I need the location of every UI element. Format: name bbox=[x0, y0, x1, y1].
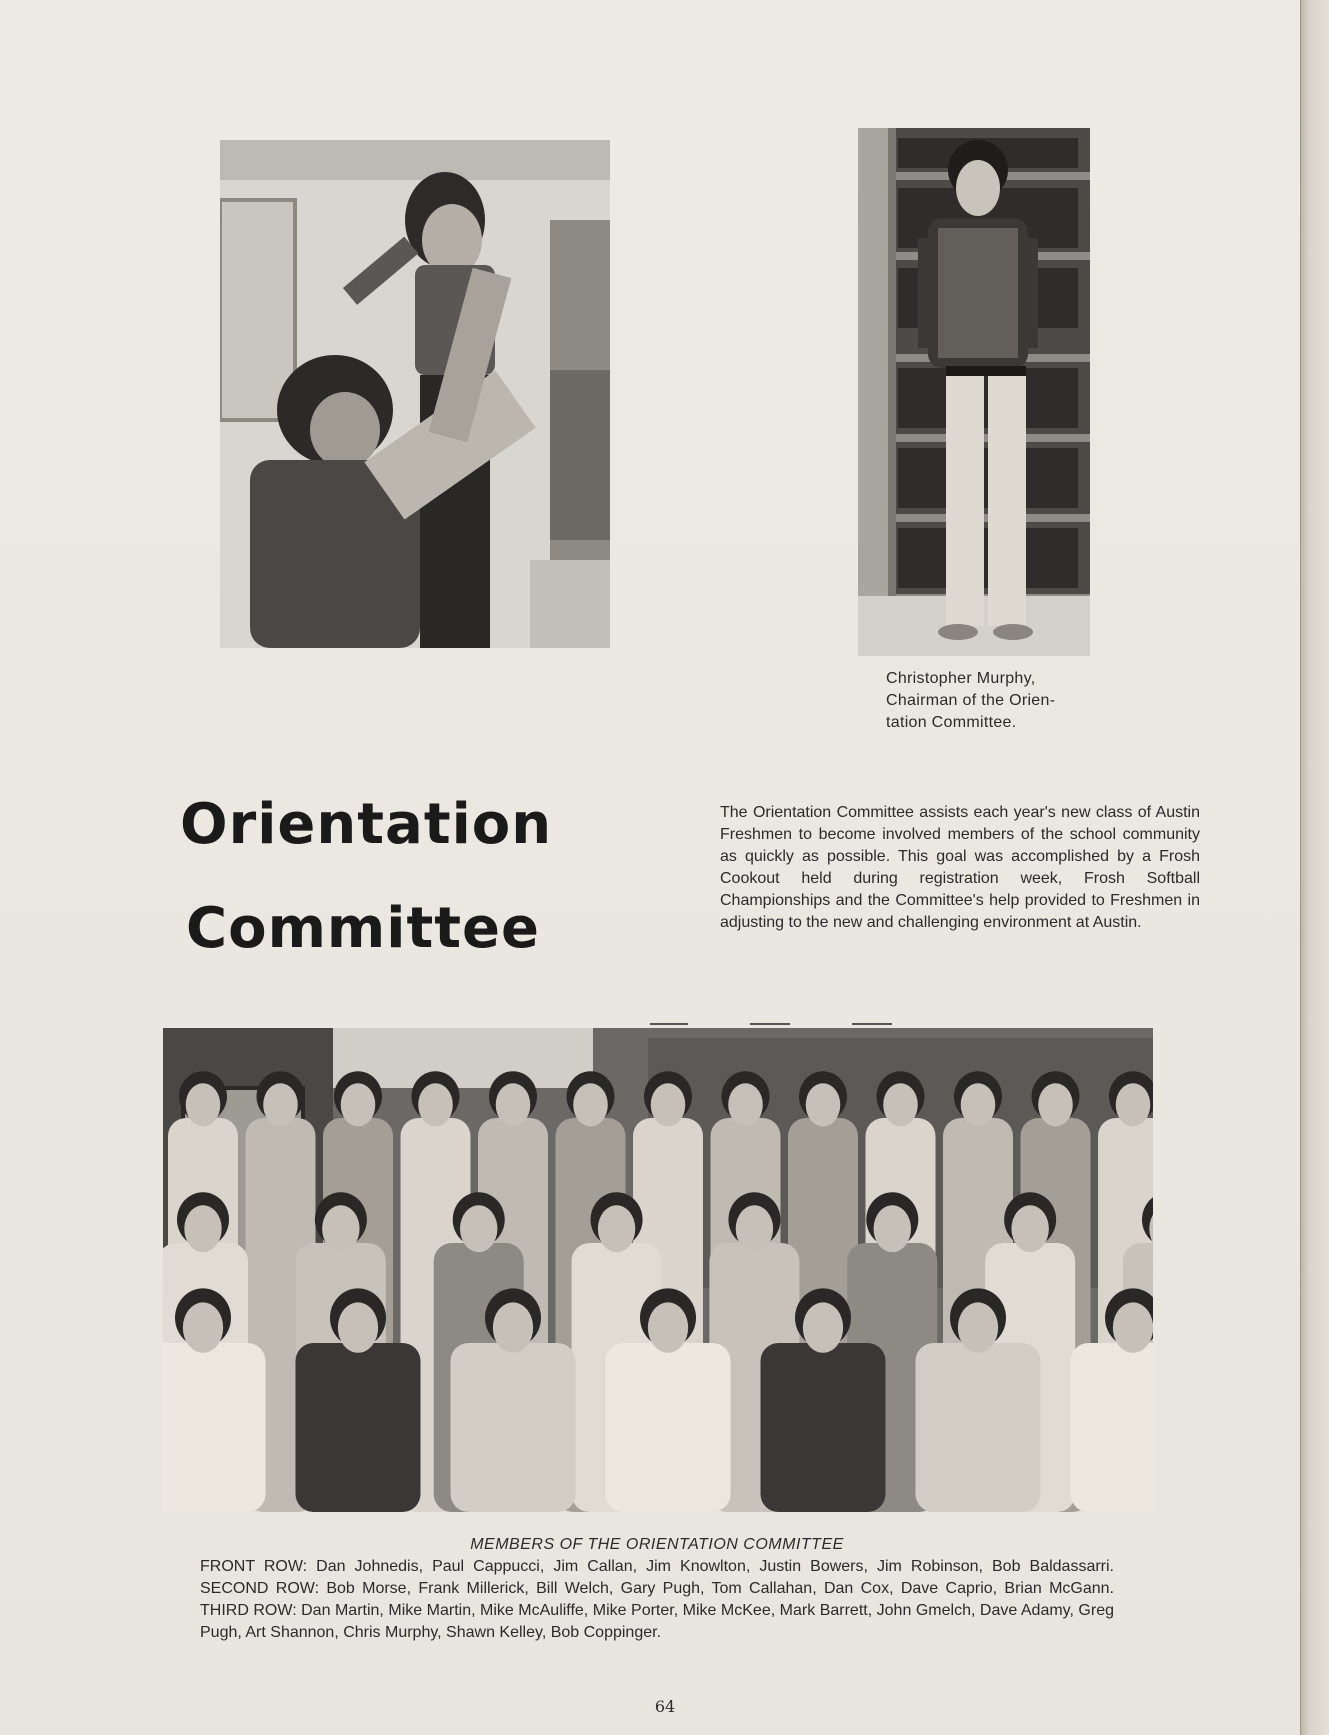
dash-mark bbox=[852, 1023, 892, 1025]
chairman-caption bbox=[886, 668, 1086, 734]
group-member-face bbox=[573, 1083, 608, 1126]
group-member-face bbox=[1011, 1205, 1048, 1252]
group-member-face bbox=[460, 1205, 497, 1252]
group-member-body bbox=[606, 1343, 731, 1512]
chairman-portrait-image bbox=[858, 128, 1090, 656]
wrestling-photo-image bbox=[220, 140, 610, 648]
group-member-face bbox=[958, 1302, 998, 1352]
page-title-line-1: Orientation bbox=[180, 792, 553, 857]
members-caption bbox=[200, 1534, 1114, 1644]
group-member-body bbox=[296, 1343, 421, 1512]
wrestling-photo bbox=[220, 140, 610, 648]
chairman-caption-line-1: Christopher Murphy, bbox=[886, 670, 1036, 687]
chairman-caption-line-2: Chairman of the Orien- bbox=[886, 692, 1056, 709]
committee-group-photo bbox=[163, 1028, 1153, 1512]
group-member-face bbox=[338, 1302, 378, 1352]
group-member-face bbox=[728, 1083, 763, 1126]
group-member-face bbox=[598, 1205, 635, 1252]
group-member-face bbox=[803, 1302, 843, 1352]
group-member-face bbox=[186, 1083, 221, 1126]
group-member-face bbox=[496, 1083, 531, 1126]
group-member-face bbox=[961, 1083, 996, 1126]
committee-group-photo-image bbox=[163, 1028, 1153, 1512]
group-member-face bbox=[1116, 1083, 1151, 1126]
dash-mark bbox=[650, 1023, 688, 1025]
page-number: 64 bbox=[654, 1697, 676, 1716]
members-heading: MEMBERS OF THE ORIENTATION COMMITTEE bbox=[470, 1536, 844, 1553]
group-member-body bbox=[163, 1343, 266, 1512]
group-member-face bbox=[736, 1205, 773, 1252]
group-member-body bbox=[916, 1343, 1041, 1512]
group-member-face bbox=[651, 1083, 686, 1126]
group-member-face bbox=[493, 1302, 533, 1352]
group-member-face bbox=[418, 1083, 453, 1126]
dash-mark bbox=[750, 1023, 790, 1025]
members-list: FRONT ROW: Dan Johnedis, Paul Cappucci, Jim Callan, Jim Knowlton, Justin Bowers, Jim Robinson, Bob Baldassarri. SECOND ROW: Bob Morse, Frank Millerick, Bill Welch, Gary Pugh, Tom Callahan, Dan Cox, Dave Caprio, Brian McGann. THIRD ROW: Dan Martin, Mike Martin, Mike McAuliffe, Mike Porter, Mike McKee, Mark Barrett, John Gmelch, Dave Adamy, Greg Pugh, Art Shannon, Chris Murphy, Shawn Kelley, Bob Coppinger. bbox=[200, 1558, 1114, 1641]
group-member-face bbox=[874, 1205, 911, 1252]
group-member-face bbox=[806, 1083, 841, 1126]
group-member-body bbox=[451, 1343, 576, 1512]
page-binding-edge bbox=[1300, 0, 1329, 1735]
group-member-face bbox=[263, 1083, 298, 1126]
page-title-line-2: Committee bbox=[186, 896, 540, 961]
group-member-body bbox=[1071, 1343, 1154, 1512]
group-member-face bbox=[883, 1083, 918, 1126]
description-paragraph: The Orientation Committee assists each year's new class of Austin Freshmen to become involved members of the school community as quickly as possible. This goal was accomplished by a Frosh Cookout held during registration week, Frosh Softball Championships and the Committee's help provided to Freshmen in adjusting to the new and challenging environment at Austin. bbox=[720, 804, 1200, 931]
group-member-face bbox=[1038, 1083, 1073, 1126]
group-member-face bbox=[183, 1302, 223, 1352]
group-member-face bbox=[322, 1205, 359, 1252]
group-member-face bbox=[184, 1205, 221, 1252]
group-member-face bbox=[648, 1302, 688, 1352]
group-member-body bbox=[761, 1343, 886, 1512]
chairman-portrait bbox=[858, 128, 1090, 656]
group-member-face bbox=[1113, 1302, 1153, 1352]
chairman-caption-line-3: tation Committee. bbox=[886, 714, 1017, 731]
group-member-face bbox=[341, 1083, 376, 1126]
